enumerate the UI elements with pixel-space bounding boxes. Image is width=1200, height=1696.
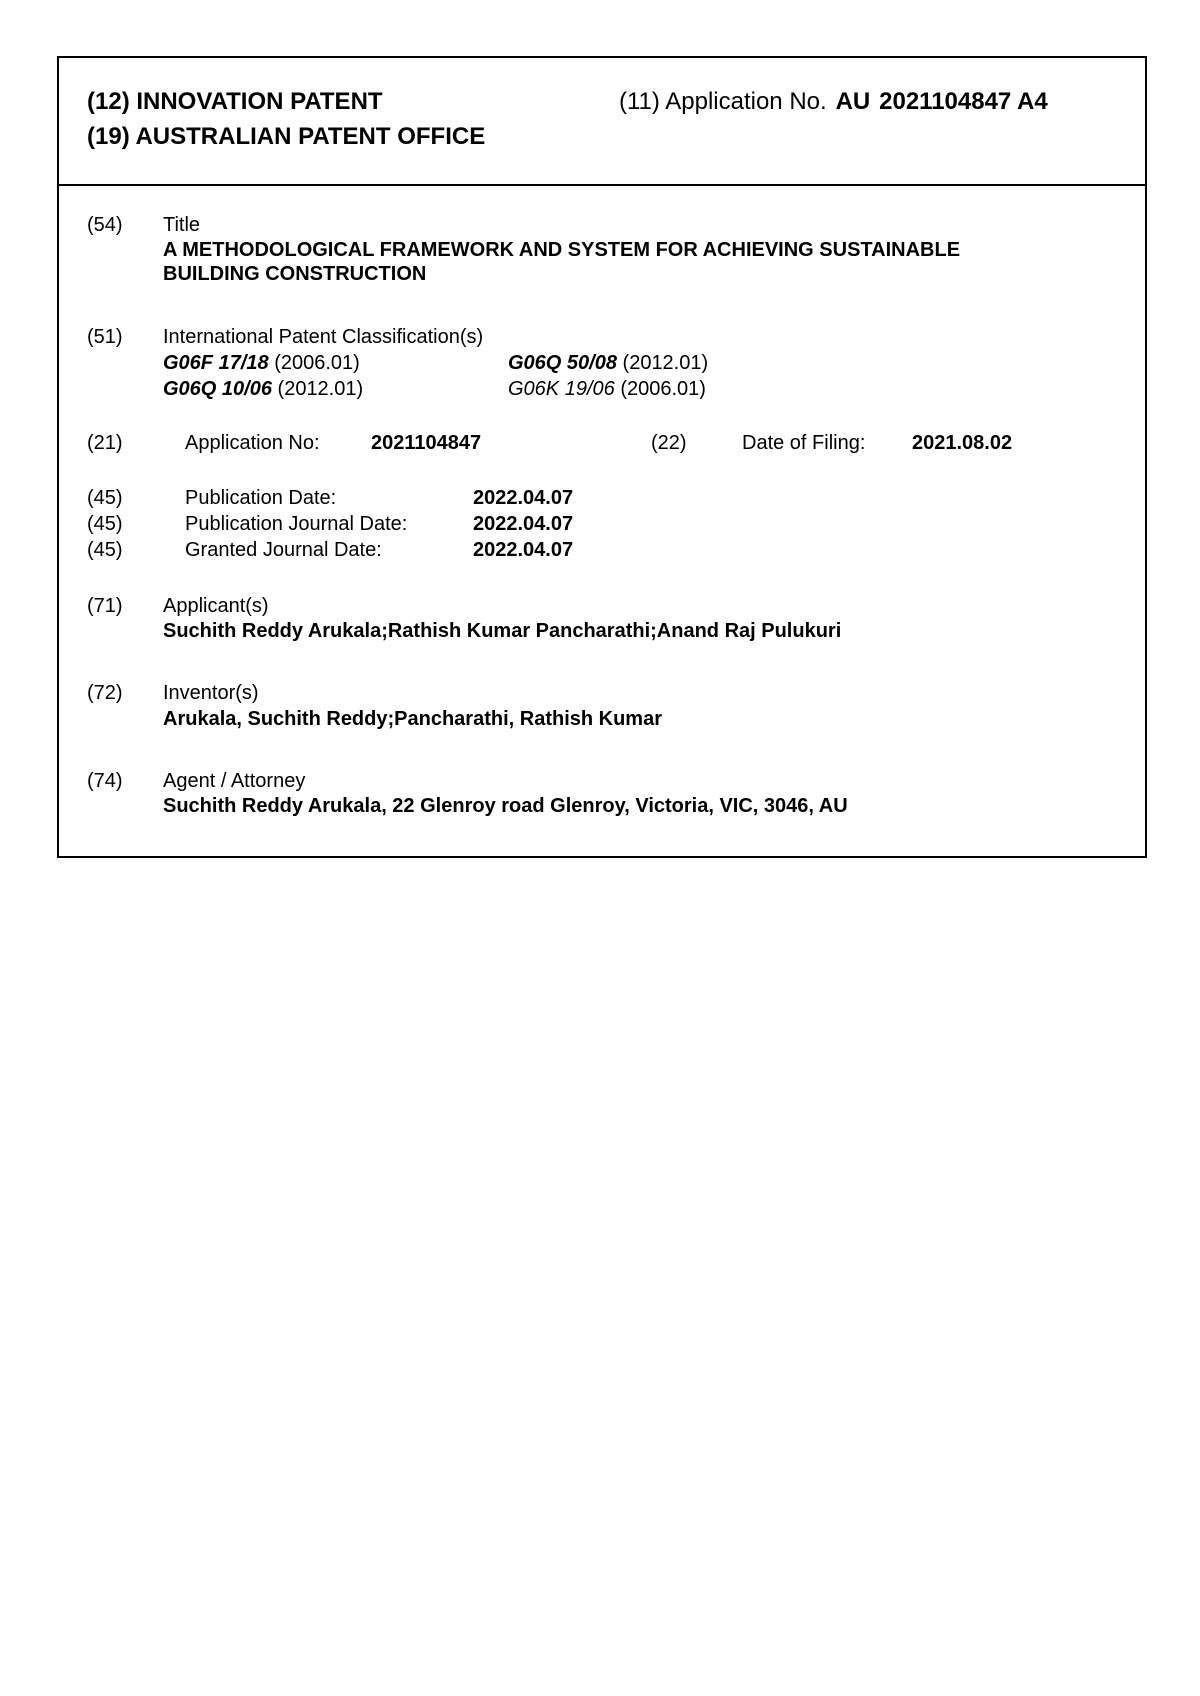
date-code: (45) (87, 539, 123, 561)
inventors-label: Inventor(s) (163, 682, 259, 704)
classification-date: (2012.01) (622, 352, 709, 374)
title-label: Title (163, 214, 201, 236)
application-country: AU (835, 88, 871, 115)
date-value: 2022.04.07 (473, 487, 574, 509)
classification-date: (2006.01) (620, 378, 706, 400)
agent-value: Suchith Reddy Arukala, 22 Glenroy road Glenroy, Victoria, VIC, 3046, AU (163, 795, 848, 817)
date-value: 2022.04.07 (473, 539, 574, 561)
date-label: Publication Journal Date: (185, 513, 408, 535)
date-code: (45) (87, 487, 123, 509)
filing-code: (22) (651, 432, 687, 454)
applicants-value: Suchith Reddy Arukala;Rathish Kumar Pancharathi;Anand Raj Pulukuri (163, 620, 842, 642)
classification-date: (2006.01) (274, 352, 360, 374)
application-number-value: 2021104847 A4 (879, 88, 1048, 115)
classification-item (508, 352, 708, 375)
agent-code: (74) (87, 770, 123, 792)
date-label: Publication Date: (185, 487, 337, 509)
classification-item (508, 378, 706, 401)
patent-header (59, 58, 1145, 186)
patent-type: (12) INNOVATION PATENT (87, 88, 383, 115)
inventors-code: (72) (87, 682, 123, 704)
patent-abstract-frame (57, 56, 1147, 858)
application-number-heading (619, 88, 1048, 116)
agent-label: Agent / Attorney (163, 770, 306, 792)
classification-label: International Patent Classification(s) (163, 326, 484, 348)
application-number-prefix: (11) Application No. (619, 88, 827, 115)
classification-item (163, 378, 363, 401)
patent-office: (19) AUSTRALIAN PATENT OFFICE (87, 123, 486, 150)
application-label: Application No: (185, 432, 320, 454)
application-code: (21) (87, 432, 123, 454)
classification-code-value: G06K 19/06 (508, 378, 615, 400)
classification-code-value: G06Q 50/08 (508, 352, 617, 374)
application-value: 2021104847 (371, 432, 482, 454)
inventors-value: Arukala, Suchith Reddy;Pancharathi, Rathish Kumar (163, 708, 662, 730)
classification-date: (2012.01) (277, 378, 364, 400)
title-line-2: BUILDING CONSTRUCTION (163, 263, 427, 285)
classification-code-value: G06F 17/18 (163, 352, 269, 374)
filing-value: 2021.08.02 (912, 432, 1013, 454)
applicants-label: Applicant(s) (163, 595, 269, 617)
date-code: (45) (87, 513, 123, 535)
applicants-code: (71) (87, 595, 123, 617)
title-line-1: A METHODOLOGICAL FRAMEWORK AND SYSTEM FOR ACHIEVING SUSTAINABLE (163, 239, 961, 261)
classification-code-value: G06Q 10/06 (163, 378, 272, 400)
classification-item (163, 352, 360, 375)
filing-label: Date of Filing: (742, 432, 866, 454)
date-label: Granted Journal Date: (185, 539, 382, 561)
classification-code: (51) (87, 326, 123, 348)
date-value: 2022.04.07 (473, 513, 574, 535)
title-code: (54) (87, 214, 123, 236)
